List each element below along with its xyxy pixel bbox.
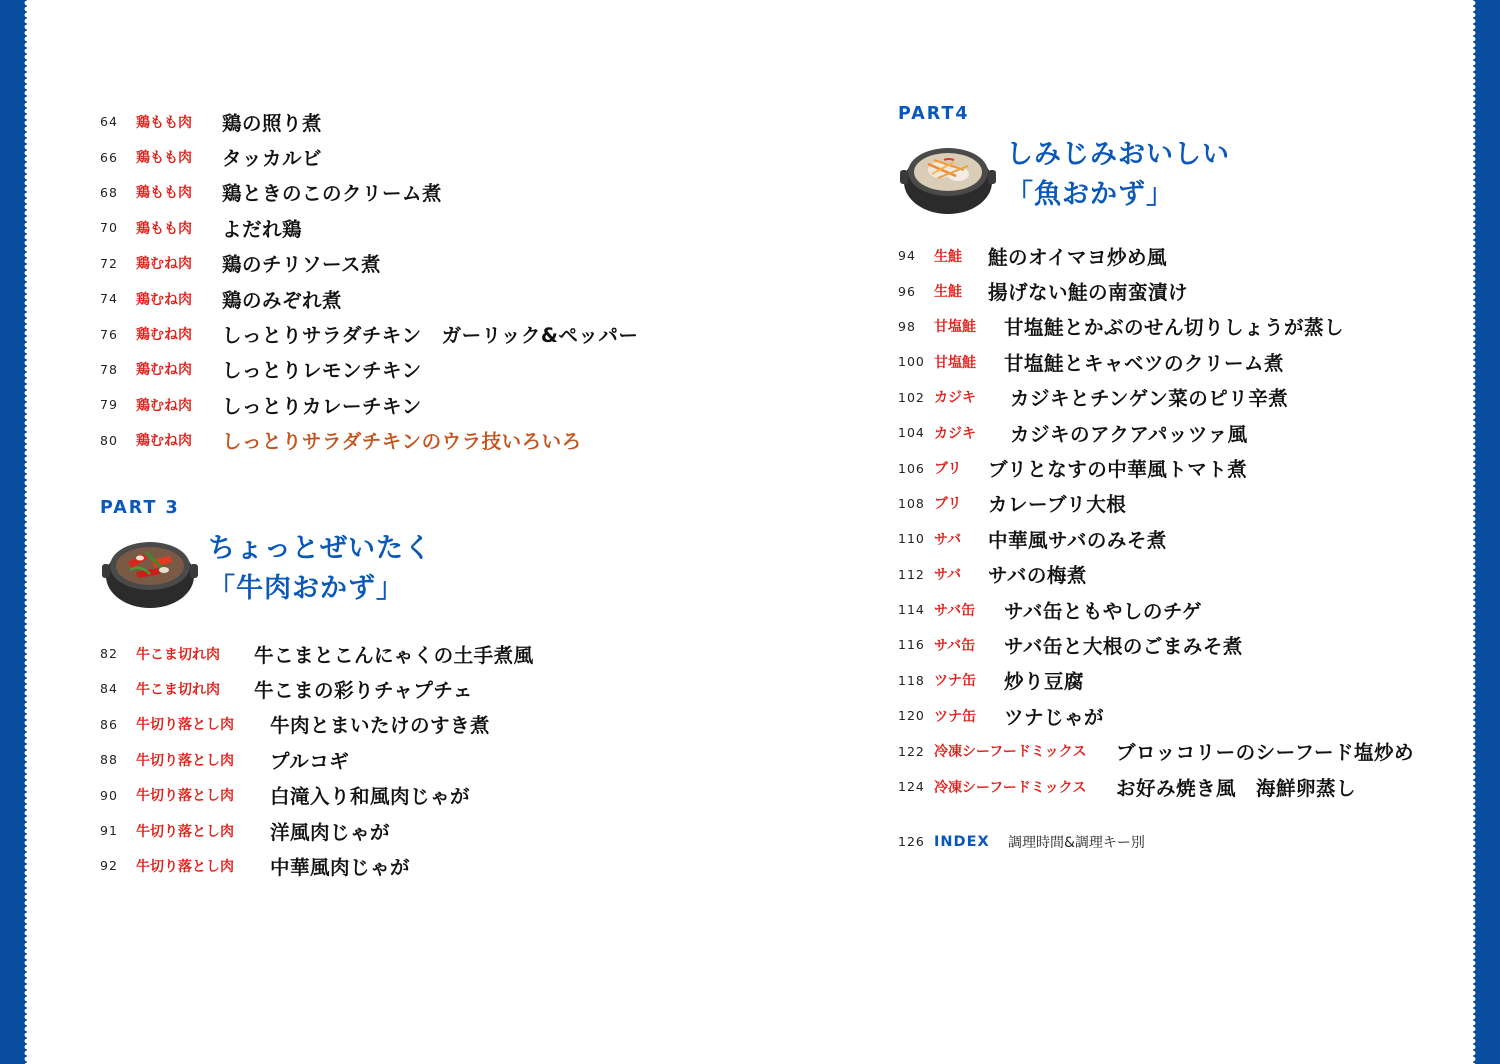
toc-entry[interactable] <box>898 450 1458 485</box>
toc-entry[interactable] <box>898 627 1458 662</box>
toc-entry[interactable] <box>898 521 1458 556</box>
ingredient-category: 鶏むね肉 <box>136 256 192 273</box>
toc-entry[interactable] <box>898 380 1458 415</box>
page-number: 104 <box>898 425 925 441</box>
page-number: 86 <box>100 716 118 732</box>
index-entry[interactable] <box>898 824 1458 859</box>
dish-title: 鶏のみぞれ煮 <box>222 288 343 312</box>
toc-entry[interactable] <box>100 671 740 706</box>
toc-entry[interactable] <box>100 139 740 174</box>
page-number: 112 <box>898 566 925 582</box>
dish-title: 牛肉とまいたけのすき煮 <box>270 714 491 738</box>
toc-entry[interactable] <box>898 486 1458 521</box>
page-number: 114 <box>898 602 925 618</box>
page-number: 102 <box>898 389 925 405</box>
ingredient-category: 牛こま切れ肉 <box>136 681 220 698</box>
ingredient-category: 甘塩鮭 <box>934 354 976 371</box>
page-number: 70 <box>100 220 118 236</box>
page-number: 68 <box>100 184 118 200</box>
toc-entry[interactable] <box>898 592 1458 627</box>
dish-title: サバの梅煮 <box>988 564 1087 588</box>
page-number: 106 <box>898 460 925 476</box>
toc-entry[interactable] <box>100 246 740 281</box>
ingredient-category: 鶏もも肉 <box>136 114 192 131</box>
part-header <box>898 130 1458 220</box>
dish-title: 鮭のオイマヨ炒め風 <box>988 245 1168 269</box>
dish-title: よだれ鶏 <box>222 217 303 241</box>
dish-title: タッカルビ <box>222 147 323 171</box>
toc-entry[interactable] <box>100 210 740 245</box>
toc-entry[interactable] <box>100 636 740 671</box>
toc-entry[interactable] <box>100 316 740 351</box>
toc-entry[interactable] <box>898 698 1458 733</box>
toc-entry[interactable] <box>898 733 1458 768</box>
page-number: 120 <box>898 708 925 724</box>
dish-title: 揚げない鮭の南蛮漬け <box>988 281 1189 305</box>
toc-entry[interactable] <box>100 175 740 210</box>
ingredient-category: 牛切り落とし肉 <box>136 717 234 734</box>
dish-title: 甘塩鮭とかぶのせん切りしょうが蒸し <box>1004 316 1345 340</box>
ingredient-category: 鶏むね肉 <box>136 433 192 450</box>
dish-title: カレーブリ大根 <box>988 493 1127 517</box>
page-number: 82 <box>100 646 118 662</box>
part-header <box>100 524 740 614</box>
toc-entry[interactable] <box>100 707 740 742</box>
dish-title: しっとりカレーチキン <box>222 394 422 418</box>
ingredient-category: 鶏むね肉 <box>136 397 192 414</box>
page-number: 76 <box>100 326 118 342</box>
ingredient-category: 牛切り落とし肉 <box>136 858 234 875</box>
ingredient-category: 牛切り落とし肉 <box>136 752 234 769</box>
page-number: 98 <box>898 318 916 334</box>
page-number: 116 <box>898 637 925 653</box>
ingredient-category: 牛こま切れ肉 <box>136 646 220 663</box>
page-number: 100 <box>898 354 925 370</box>
toc-entry[interactable] <box>898 769 1458 804</box>
dish-title-highlight: しっとりサラダチキンのウラ技いろいろ <box>222 430 582 454</box>
part-title-line2: 「魚おかず」 <box>1006 179 1174 210</box>
toc-entry[interactable] <box>100 813 740 848</box>
right-page-contents <box>898 104 1458 860</box>
ingredient-category: サバ <box>934 531 962 548</box>
page-number: 110 <box>898 531 925 547</box>
page-number: 90 <box>100 787 118 803</box>
dish-title: 甘塩鮭とキャベツのクリーム煮 <box>1004 351 1285 375</box>
ingredient-category: 生鮭 <box>934 248 962 265</box>
ingredient-category: 鶏もも肉 <box>136 185 192 202</box>
page-number: 122 <box>898 743 925 759</box>
dish-title: カジキとチンゲン菜のピリ辛煮 <box>1010 387 1289 411</box>
toc-entry[interactable] <box>898 309 1458 344</box>
page-number: 74 <box>100 291 118 307</box>
dish-title: ブロッコリーのシーフード塩炒め <box>1116 741 1415 765</box>
toc-entry[interactable] <box>100 352 740 387</box>
left-border-strip <box>0 0 27 1064</box>
dish-title: お好み焼き風 海鮮卵蒸し <box>1116 776 1357 800</box>
page-number: 79 <box>100 397 118 413</box>
toc-entry[interactable] <box>898 557 1458 592</box>
toc-entry[interactable] <box>898 238 1458 273</box>
pot-fish-dish-icon <box>898 130 998 220</box>
page-number: 126 <box>898 834 925 850</box>
dish-title: ブリとなすの中華風トマト煮 <box>988 458 1248 482</box>
part-title <box>1006 135 1230 215</box>
ingredient-category: 鶏もも肉 <box>136 220 192 237</box>
part-title-line1: しみじみおいしい <box>1006 139 1230 170</box>
page-number: 91 <box>100 823 118 839</box>
toc-entry[interactable] <box>100 104 740 139</box>
ingredient-category: 冷凍シーフードミックス <box>934 744 1087 761</box>
ingredient-category: サバ缶 <box>934 637 976 654</box>
toc-entry[interactable] <box>898 344 1458 379</box>
dish-title: 牛こまとこんにゃくの土手煮風 <box>254 643 534 667</box>
ingredient-category: ツナ缶 <box>934 708 976 725</box>
page-number: 124 <box>898 779 925 795</box>
toc-entry[interactable] <box>100 848 740 883</box>
page-number: 80 <box>100 432 118 448</box>
dish-title: 牛こまの彩りチャプチェ <box>254 678 473 702</box>
toc-entry[interactable] <box>100 423 740 458</box>
page-number: 88 <box>100 752 118 768</box>
dish-title: 白滝入り和風肉じゃが <box>270 785 471 809</box>
ingredient-category: カジキ <box>934 390 976 407</box>
ingredient-category: 鶏むね肉 <box>136 327 192 344</box>
page-number: 64 <box>100 114 118 130</box>
dish-title: しっとりサラダチキン ガーリック&ペッパー <box>222 324 639 348</box>
dish-title: 鶏のチリソース煮 <box>222 253 382 277</box>
toc-entry[interactable] <box>100 777 740 812</box>
toc-entry[interactable] <box>100 281 740 316</box>
right-border-strip <box>1473 0 1500 1064</box>
dish-title: 中華風サバのみそ煮 <box>988 528 1167 552</box>
toc-entry[interactable] <box>898 273 1458 308</box>
ingredient-category: カジキ <box>934 425 976 442</box>
page-number: 96 <box>898 283 916 299</box>
toc-entry[interactable] <box>100 742 740 777</box>
page-number: 72 <box>100 255 118 271</box>
dish-title: ツナじゃが <box>1004 705 1105 729</box>
dish-title: サバ缶と大根のごまみそ煮 <box>1004 634 1243 658</box>
dish-title: 鶏ときのこのクリーム煮 <box>222 182 443 206</box>
dish-title: 炒り豆腐 <box>1004 670 1085 694</box>
page-number: 92 <box>100 858 118 874</box>
toc-entry[interactable] <box>898 663 1458 698</box>
pot-beef-dish-icon <box>100 524 200 614</box>
page-number: 108 <box>898 495 925 511</box>
part-label: PART4 <box>898 104 970 124</box>
part-label: PART 3 <box>100 497 180 518</box>
ingredient-category: ツナ缶 <box>934 673 976 690</box>
part-title-line1: ちょっとぜいたく <box>208 532 432 564</box>
ingredient-category: 鶏むね肉 <box>136 362 192 379</box>
index-description: 調理時間&調理キー別 <box>1008 834 1145 851</box>
dish-title: しっとりレモンチキン <box>222 359 422 383</box>
part-title-line2: 「牛肉おかず」 <box>208 572 404 604</box>
ingredient-category: 冷凍シーフードミックス <box>934 779 1087 796</box>
page-number: 78 <box>100 361 118 377</box>
page-number: 118 <box>898 672 925 688</box>
index-label: INDEX <box>934 833 990 850</box>
left-page-contents <box>100 104 740 884</box>
page-number: 84 <box>100 681 118 697</box>
dish-title: サバ缶ともやしのチゲ <box>1004 599 1203 623</box>
part-title <box>208 529 432 609</box>
ingredient-category: 鶏むね肉 <box>136 291 192 308</box>
ingredient-category: 牛切り落とし肉 <box>136 823 234 840</box>
dish-title: 鶏の照り煮 <box>222 111 323 135</box>
page-number: 66 <box>100 149 118 165</box>
dish-title: カジキのアクアパッツァ風 <box>1010 422 1248 446</box>
ingredient-category: 甘塩鮭 <box>934 319 976 336</box>
toc-entry[interactable] <box>898 415 1458 450</box>
dish-title: 洋風肉じゃが <box>270 820 391 844</box>
ingredient-category: ブリ <box>934 496 962 513</box>
ingredient-category: 牛切り落とし肉 <box>136 788 234 805</box>
dish-title: プルコギ <box>270 749 350 773</box>
ingredient-category: 鶏もも肉 <box>136 150 192 167</box>
toc-entry[interactable] <box>100 387 740 422</box>
ingredient-category: サバ <box>934 567 962 584</box>
ingredient-category: ブリ <box>934 461 962 478</box>
ingredient-category: 生鮭 <box>934 284 962 301</box>
page-number: 94 <box>898 248 916 264</box>
dish-title: 中華風肉じゃが <box>270 855 411 879</box>
ingredient-category: サバ缶 <box>934 602 976 619</box>
